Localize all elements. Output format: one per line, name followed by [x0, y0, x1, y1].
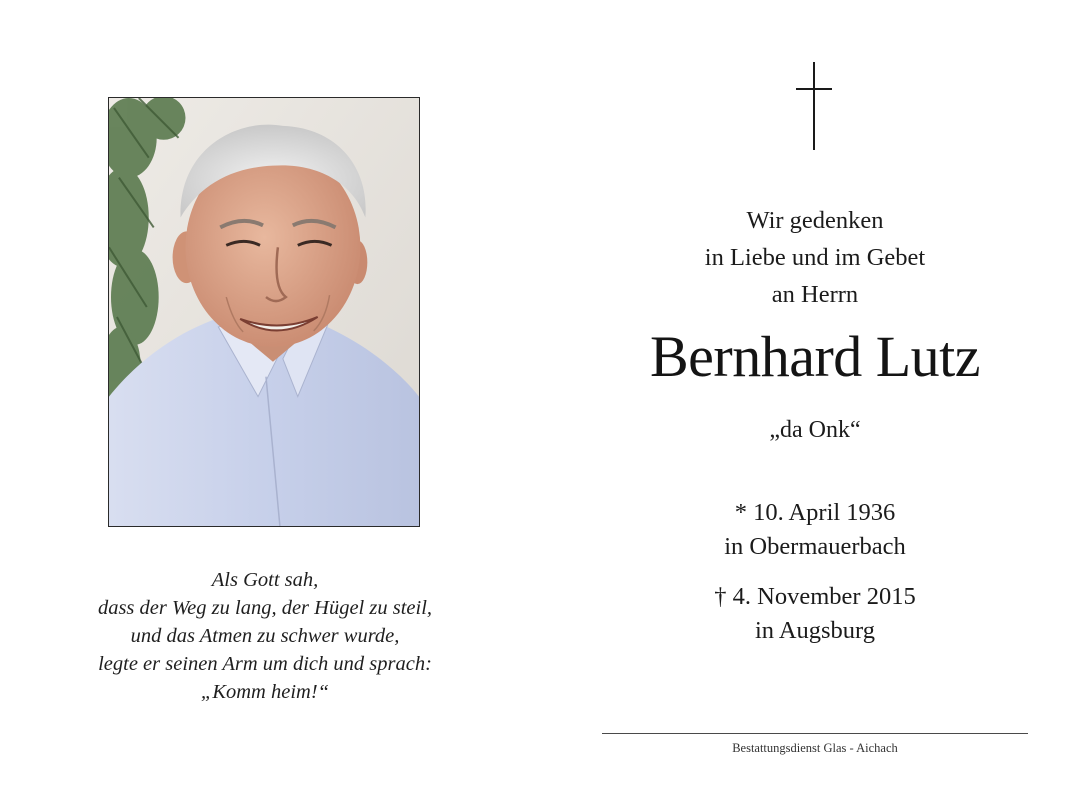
death-date: † 4. November 2015 — [714, 583, 916, 610]
deceased-nickname: „da Onk“ — [769, 417, 861, 443]
poem-line: legte er seinen Arm um dich und sprach: — [98, 653, 432, 675]
funeral-home: Bestattungsdienst Glas - Aichach — [732, 741, 898, 755]
footer-divider — [602, 733, 1028, 734]
death-place: in Augsburg — [754, 617, 876, 644]
portrait-photo-icon — [109, 98, 419, 526]
right-panel — [540, 0, 1079, 802]
death-info — [580, 580, 1050, 648]
poem-line: und das Atmen zu schwer wurde, — [130, 625, 400, 647]
birth-date: * 10. April 1936 — [734, 499, 896, 526]
poem-line: dass der Weg zu lang, der Hügel zu steil, — [97, 597, 433, 619]
cross-vertical-bar — [813, 62, 815, 150]
birth-info — [580, 496, 1050, 564]
poem-line: „Komm heim!“ — [200, 681, 330, 703]
intro-line-3: an Herrn — [771, 281, 859, 308]
birth-place: in Obermauerbach — [724, 533, 906, 560]
poem-line: Als Gott sah, — [211, 569, 319, 591]
portrait-photo — [108, 97, 420, 527]
poem — [40, 566, 490, 706]
intro-line-1: Wir gedenken — [746, 207, 884, 234]
intro-text — [580, 202, 1050, 313]
intro-line-2: in Liebe und im Gebet — [704, 244, 926, 271]
deceased-name: Bernhard Lutz — [649, 324, 981, 389]
cross-horizontal-bar — [796, 88, 832, 90]
cross-icon — [796, 62, 832, 150]
